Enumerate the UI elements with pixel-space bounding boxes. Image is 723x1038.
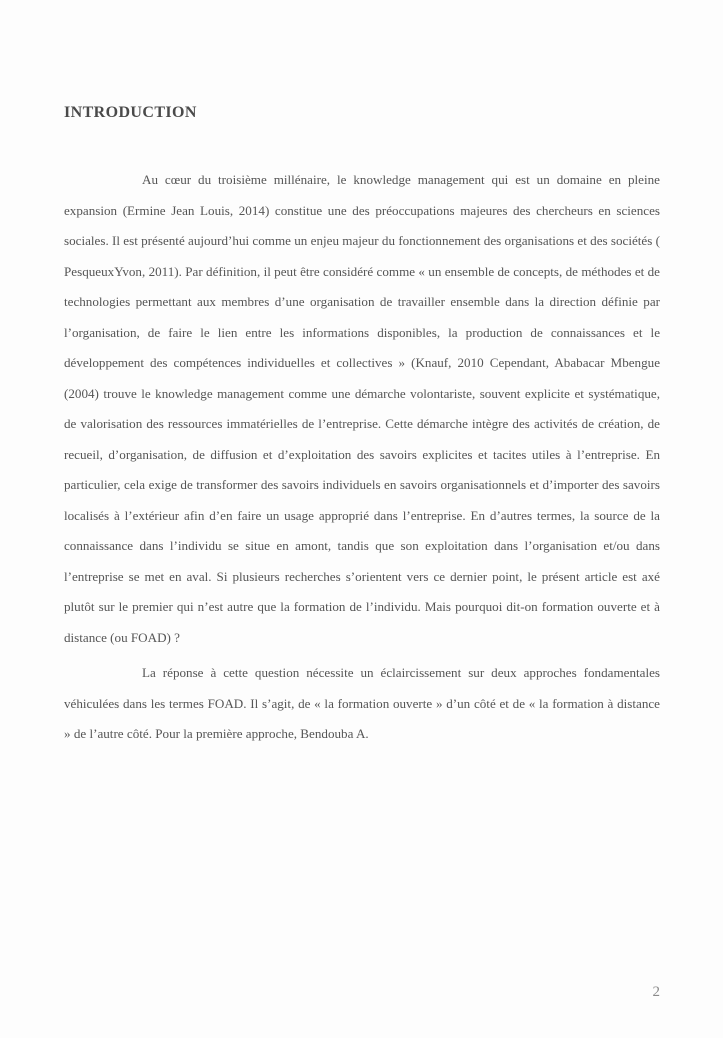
section-heading: INTRODUCTION (64, 104, 197, 121)
page-number: 2 (652, 984, 660, 1000)
paragraph-1: Au cœur du troisième millénaire, le knowledge management qui est un domaine en pleine expansion (Ermine Jean Louis, 2014) constitue une des préoccupations majeures des chercheurs en sciences sociales. Il est présenté aujourd’hui comme un enjeu majeur du fonctionnement des organisations et des sociétés ( PesqueuxYvon, 2011). Par définition, il peut être considéré comme « un ensemble de concepts, de méthodes et de technologies permettant aux membres d’une organisation de travailler ensemble dans la direction définie par l’organisation, de faire le lien entre les informations disponibles, la production de connaissances et le développement des compétences individuelles et collectives » (Knauf, 2010 Cependant, Ababacar Mbengue (2004) trouve le knowledge management comme une démarche volontariste, souvent explicite et systématique, de valorisation des ressources immatérielles de l’entreprise. Cette démarche intègre des activités de création, de recueil, d’organisation, de diffusion et d’exploitation des savoirs explicites et tacites utiles à l’entreprise. En particulier, cela exige de transformer des savoirs individuels en savoirs organisationnels et d’importer des savoirs localisés à l’extérieur afin d’en faire un usage approprié dans l’entreprise. En d’autres termes, la source de la connaissance dans l’individu se situe en amont, tandis que son exploitation dans l’organisation et/ou dans l’entreprise se met en aval. Si plusieurs recherches s’orientent vers ce dernier point, le présent article est axé plutôt sur le premier qui n’est autre que la formation de l’individu. Mais pourquoi dit-on formation ouverte et à distance (ou FOAD) ? (64, 172, 660, 645)
body-text (64, 165, 660, 750)
paragraph-2: La réponse à cette question nécessite un éclaircissement sur deux approches fondamentales véhiculées dans les termes FOAD. Il s’agit, de « la formation ouverte » d’un côté et de « la formation à distance » de l’autre côté. Pour la première approche, Bendouba A. (64, 665, 660, 741)
